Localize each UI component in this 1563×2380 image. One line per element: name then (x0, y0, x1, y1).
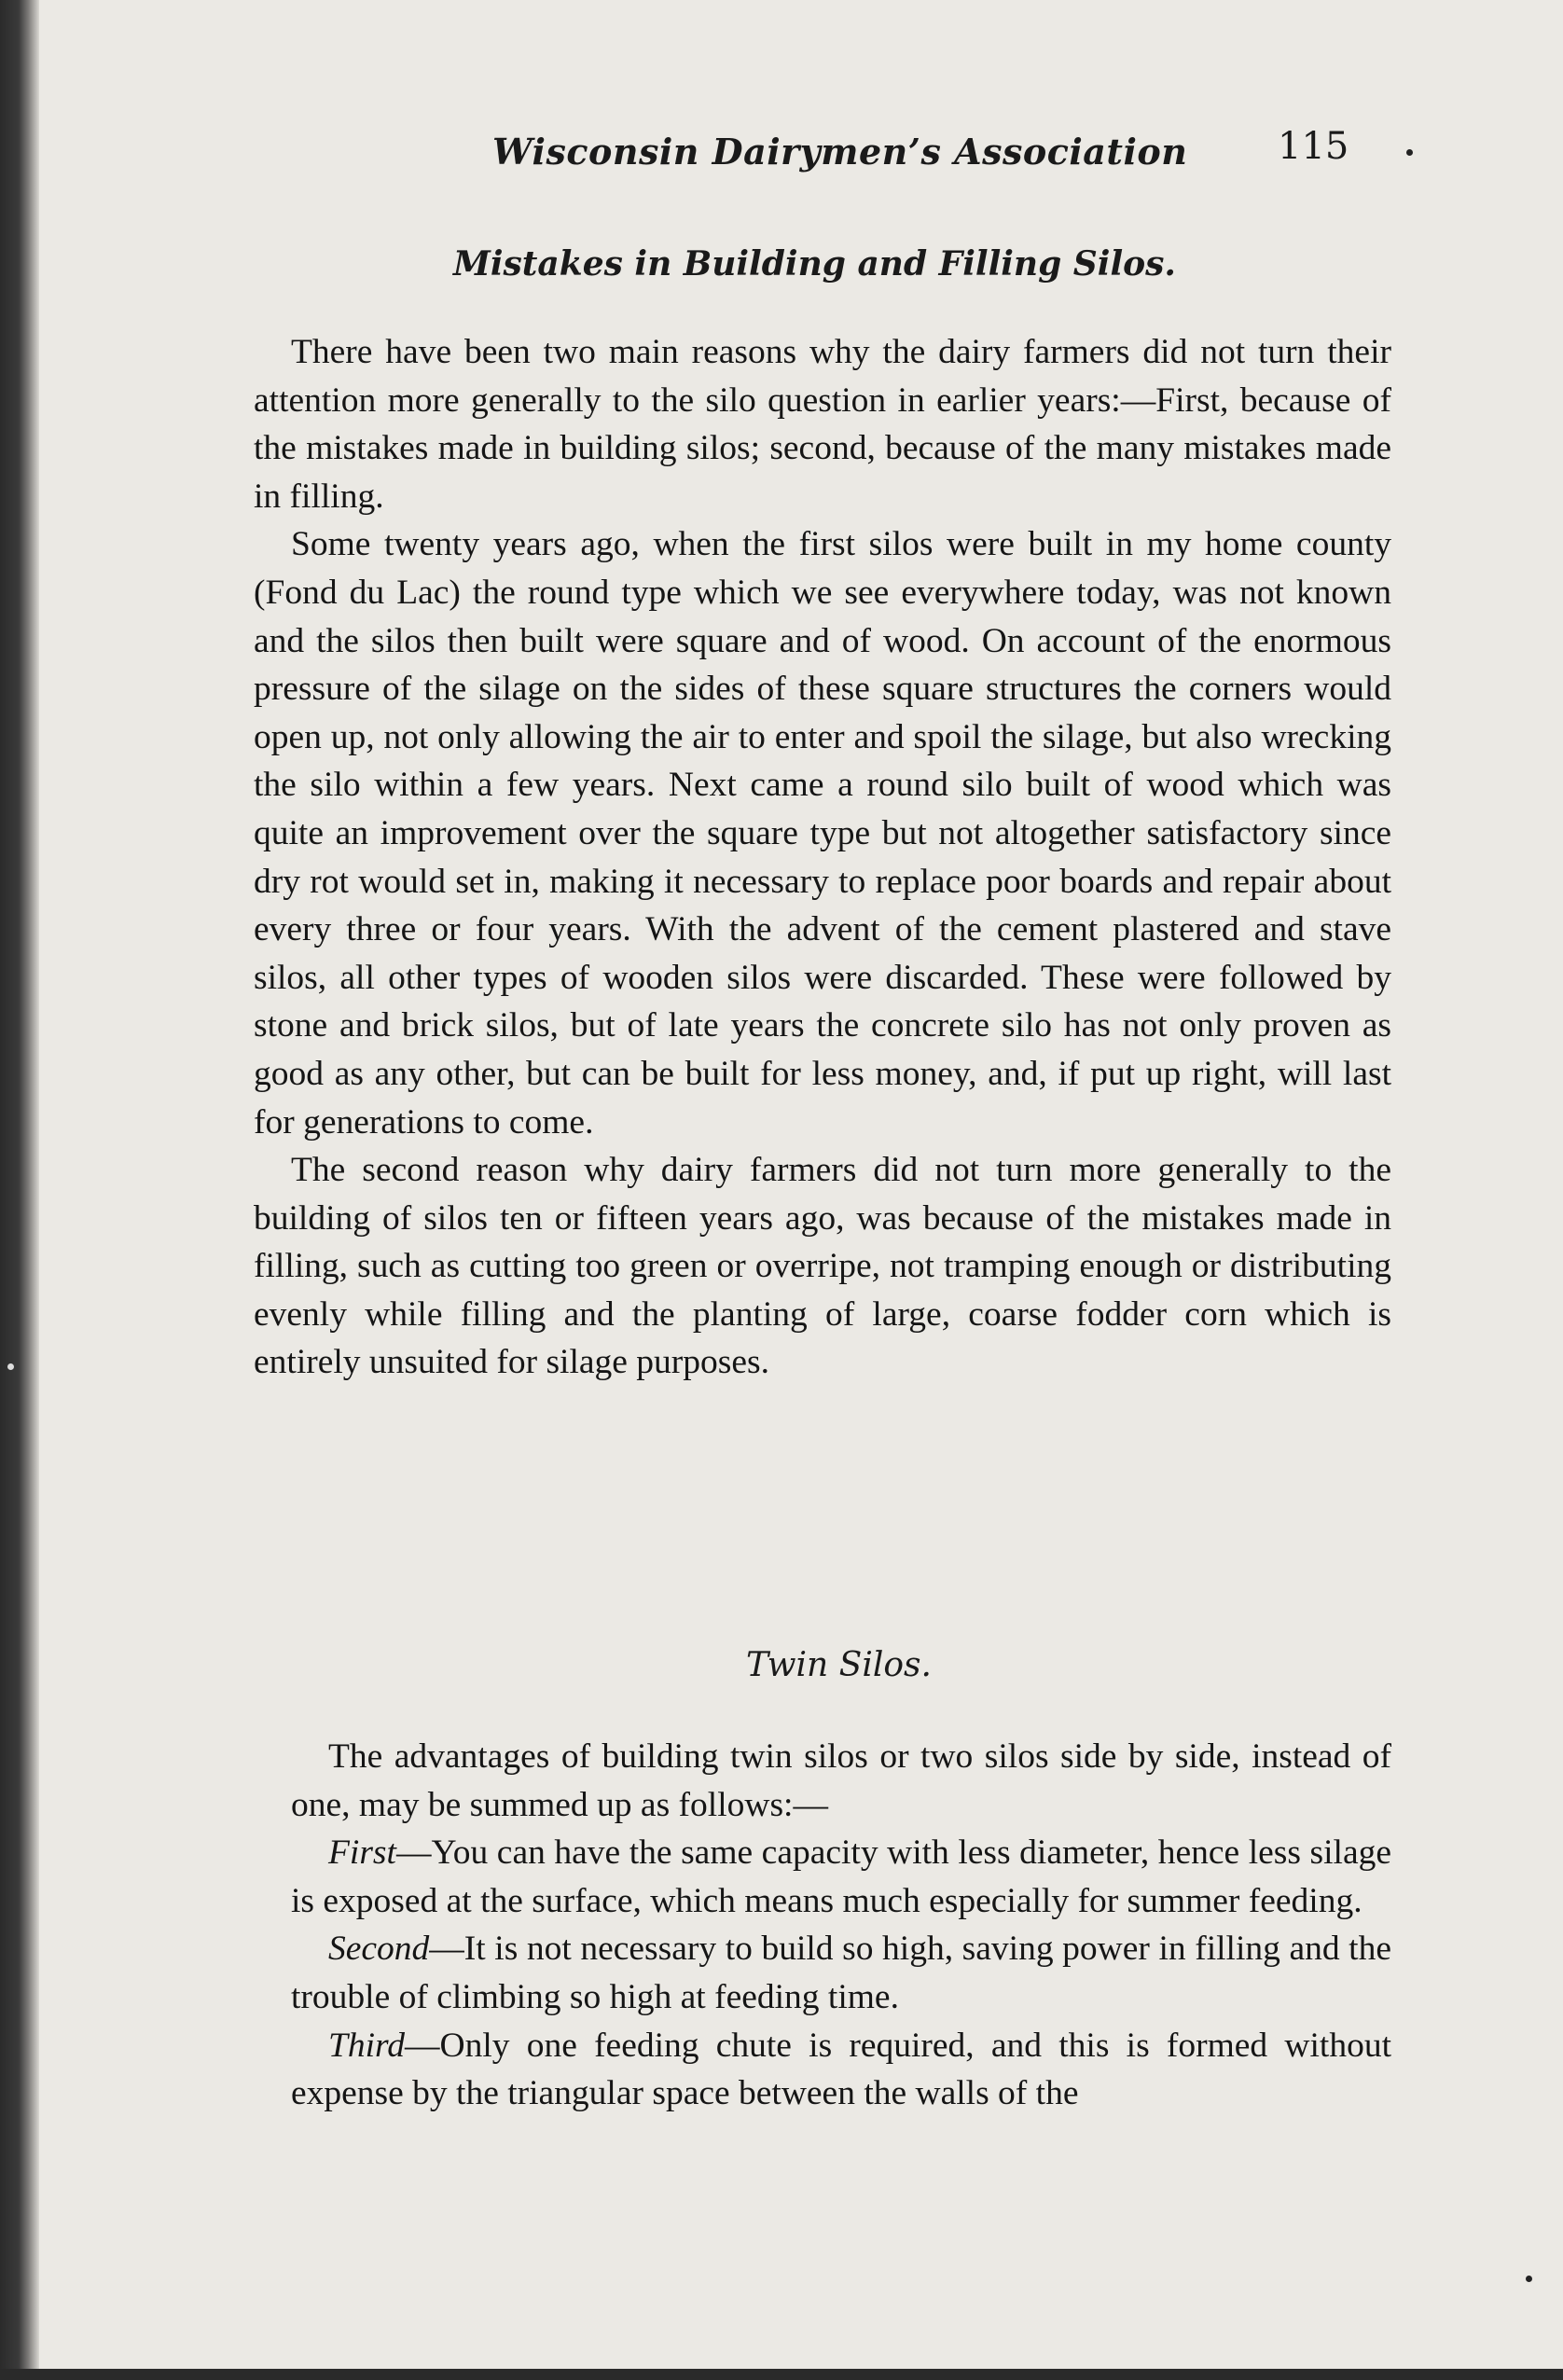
paragraph: There have been two main reasons why the dairy farmers did not turn their attention more generally to the silo question in earlier years:—First, because of the mistakes made in building silos; second, because of the many mistakes made in filling. (254, 333, 1391, 516)
paragraph: The second reason why dairy farmers did not turn more generally to the building of silos ten or fifteen years ago, was because of the mistakes made in filling, such as cutting too green or overripe, not tramping enough or distributing evenly while filling and the planting of large, coarse fodder corn which is entirely unsuited for silage purposes. (254, 1151, 1391, 1382)
book-spine-edge (0, 0, 39, 2380)
list-item (291, 1829, 1391, 1925)
section-title-twin-silos: Twin Silos. (746, 1646, 932, 1684)
list-item (291, 1925, 1391, 2021)
section-title-mistakes: Mistakes in Building and Filling Silos. (453, 244, 1176, 284)
speck-mark (7, 1363, 14, 1370)
paragraph: Some twenty years ago, when the first silos were built in my home county (Fond du Lac) the round type which we see everywhere today, was not known and the silos then built were square and of wood. On account of the enormous pressure of the silage on the sides of these square structures the corners would open up, not only allowing the air to enter and spoil the silage, but also wrecking the silo within a few years. Next came a round silo built of wood which was quite an improvement over the square type but not altogether satisfactory since dry rot would set in, making it necessary to replace poor boards and repair about every three or four years. With the advent of the cement plastered and stave silos, all other types of wooden silos were discarded. These were followed by stone and brick silos, but of late years the concrete silo has not only proven as good as any other, but can be built for less money, and, if put up right, will last for generations to come. (254, 525, 1391, 1142)
speck-mark (1526, 2276, 1532, 2282)
item-text: —You can have the same capacity with less diameter, hence less silage is exposed at the surface, which means much especially for summer feeding. (291, 1833, 1391, 1920)
page-number: 115 (1278, 125, 1349, 168)
section-body-mistakes (254, 328, 1391, 1387)
running-header (492, 125, 1425, 187)
item-lead: Second (328, 1930, 430, 1969)
section-body-twin-silos (291, 1733, 1391, 2118)
item-lead: First (328, 1833, 396, 1873)
paragraph: The advantages of building twin silos or two silos side by side, instead of one, may be summed up as follows:— (291, 1737, 1391, 1824)
page-bottom-edge (0, 2369, 1563, 2380)
list-item (291, 2022, 1391, 2118)
item-lead: Third (328, 2026, 405, 2065)
running-title: Wisconsin Dairymen’s Association (492, 131, 1188, 173)
item-text: —Only one feeding chute is required, and this is formed without expense by the triangular space between the walls of the (291, 2026, 1391, 2113)
speck-mark (1406, 149, 1413, 156)
item-text: —It is not necessary to build so high, saving power in filling and the trouble of climbing so high at feeding time. (291, 1930, 1391, 2016)
